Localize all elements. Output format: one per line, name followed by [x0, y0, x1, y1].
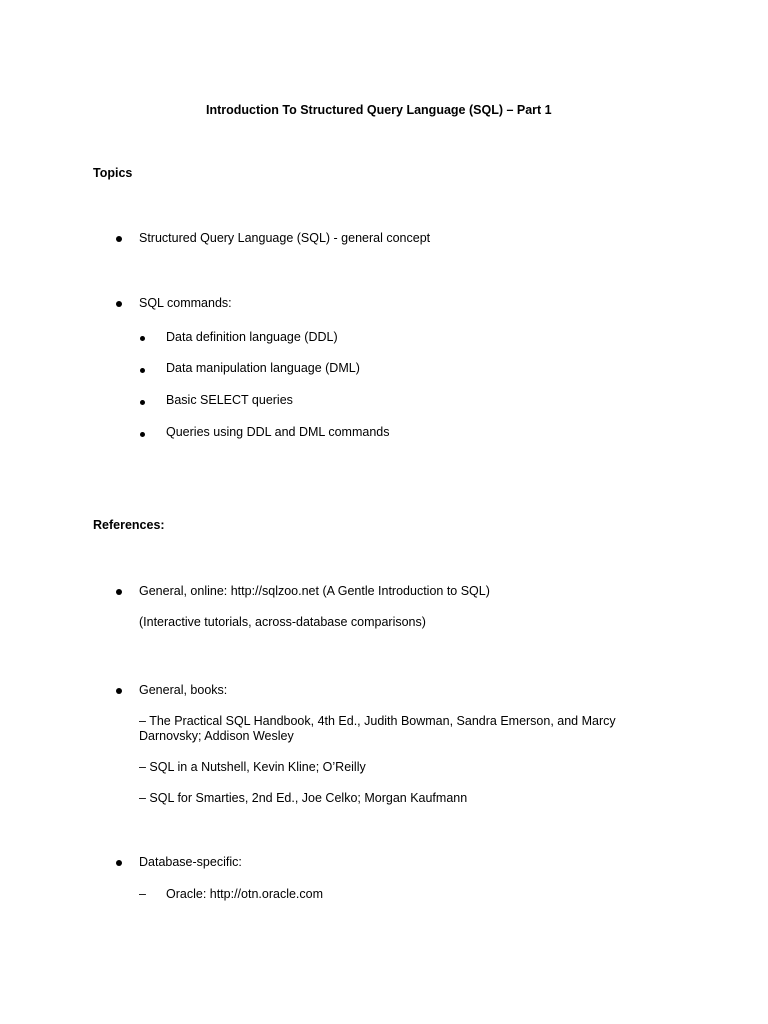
- dash-marker: –: [139, 887, 146, 901]
- bullet-icon: [116, 301, 122, 307]
- reference-book-entry: – SQL in a Nutshell, Kevin Kline; O’Reilly: [139, 760, 366, 774]
- topics-heading: Topics: [93, 166, 133, 180]
- subitem-ddl-dml-queries: Queries using DDL and DML commands: [166, 425, 390, 439]
- reference-books-label: General, books:: [139, 683, 228, 697]
- subitem-dml: Data manipulation language (DML): [166, 361, 360, 375]
- reference-oracle: Oracle: http://otn.oracle.com: [166, 887, 324, 901]
- reference-database-specific-label: Database-specific:: [139, 855, 242, 869]
- bullet-icon: [116, 860, 122, 866]
- document-title: Introduction To Structured Query Language (SQL) – Part 1: [206, 103, 552, 117]
- bullet-icon: [140, 368, 145, 373]
- reference-book-entry: – SQL for Smarties, 2nd Ed., Joe Celko; Morgan Kaufmann: [139, 791, 468, 805]
- references-heading: References:: [93, 518, 165, 532]
- bullet-icon: [116, 688, 122, 694]
- reference-online: General, online: http://sqlzoo.net (A Gentle Introduction to SQL): [139, 584, 490, 598]
- bullet-icon: [140, 432, 145, 437]
- bullet-icon: [116, 589, 122, 595]
- subitem-select: Basic SELECT queries: [166, 393, 293, 407]
- bullet-icon: [116, 236, 122, 242]
- reference-book-entry: – The Practical SQL Handbook, 4th Ed., Judith Bowman, Sandra Emerson, and Marcy Darnovsky; Addison Wesley: [139, 714, 616, 743]
- topics-item-sql-commands: SQL commands:: [139, 296, 232, 310]
- topics-item-general-concept: Structured Query Language (SQL) - general concept: [139, 231, 431, 245]
- subitem-ddl: Data definition language (DDL): [166, 330, 338, 344]
- bullet-icon: [140, 400, 145, 405]
- reference-online-note: (Interactive tutorials, across-database comparisons): [139, 615, 426, 629]
- bullet-icon: [140, 336, 145, 341]
